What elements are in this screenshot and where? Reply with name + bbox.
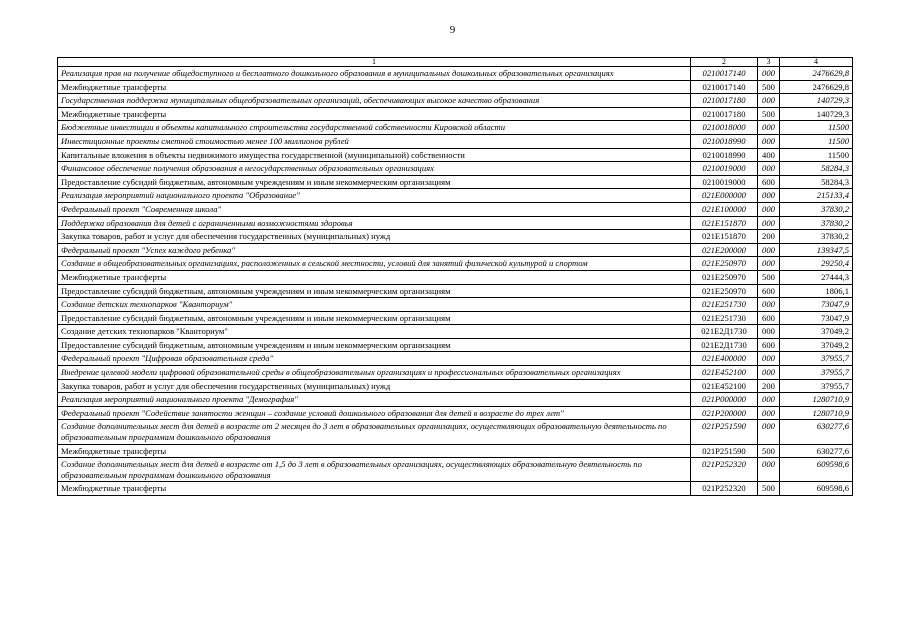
row-sum-cell: 73047,9 — [780, 298, 853, 312]
row-sum-cell: 1280710,9 — [780, 393, 853, 407]
row-name-cell: Реализация прав на получение общедоступного и бесплатного дошкольного образования в муниципальных дошкольных образовательных организациях — [58, 67, 691, 81]
table-row — [58, 444, 853, 458]
header-col-4: 4 — [780, 58, 853, 67]
row-name-cell: Межбюджетные трансферты — [58, 80, 691, 94]
row-type-cell: 000 — [758, 67, 780, 81]
row-name-cell: Межбюджетные трансферты — [58, 482, 691, 496]
row-code-cell: 021P252320 — [691, 458, 758, 482]
row-name-cell: Поддержка образования для детей с ограниченными возможностями здоровья — [58, 216, 691, 230]
table-row — [58, 420, 853, 444]
table-row — [58, 338, 853, 352]
row-code-cell: 021E000000 — [691, 189, 758, 203]
table-row — [58, 121, 853, 135]
table-row — [58, 352, 853, 366]
row-code-cell: 021P251590 — [691, 420, 758, 444]
row-sum-cell: 29250,4 — [780, 257, 853, 271]
table-row — [58, 243, 853, 257]
table-row — [58, 94, 853, 108]
table-row — [58, 202, 853, 216]
row-type-cell: 600 — [758, 311, 780, 325]
header-col-1: 1 — [58, 58, 691, 67]
row-name-cell: Государственная поддержка муниципальных общеобразовательных организаций, обеспечивающих высокое качество образования — [58, 94, 691, 108]
row-code-cell: 021P200000 — [691, 406, 758, 420]
row-type-cell: 500 — [758, 444, 780, 458]
row-code-cell: 021E251730 — [691, 298, 758, 312]
row-code-cell: 021E151870 — [691, 230, 758, 244]
table-row — [58, 482, 853, 496]
row-name-cell: Создание детских технопарков "Кванториум" — [58, 325, 691, 339]
row-type-cell: 000 — [758, 121, 780, 135]
row-type-cell: 500 — [758, 482, 780, 496]
header-col-2: 2 — [691, 58, 758, 67]
row-sum-cell: 37049,2 — [780, 338, 853, 352]
row-name-cell: Межбюджетные трансферты — [58, 444, 691, 458]
row-sum-cell: 37955,7 — [780, 379, 853, 393]
row-sum-cell: 609598,6 — [780, 458, 853, 482]
row-name-cell: Федеральный проект "Успех каждого ребенка" — [58, 243, 691, 257]
row-type-cell: 000 — [758, 458, 780, 482]
row-name-cell: Реализация мероприятий национального проекта "Образование" — [58, 189, 691, 203]
row-name-cell: Межбюджетные трансферты — [58, 107, 691, 121]
row-code-cell: 021E250970 — [691, 284, 758, 298]
row-code-cell: 021E250970 — [691, 257, 758, 271]
row-type-cell: 200 — [758, 230, 780, 244]
row-sum-cell: 609598,6 — [780, 482, 853, 496]
table-row — [58, 325, 853, 339]
row-sum-cell: 630277,6 — [780, 420, 853, 444]
table-row — [58, 270, 853, 284]
row-type-cell: 600 — [758, 284, 780, 298]
table-row — [58, 458, 853, 482]
table-row — [58, 379, 853, 393]
table-row — [58, 162, 853, 176]
table-row — [58, 311, 853, 325]
row-name-cell: Инвестиционные проекты сметной стоимостью менее 100 миллионов рублей — [58, 134, 691, 148]
row-code-cell: 021E2Д1730 — [691, 325, 758, 339]
row-code-cell: 021E200000 — [691, 243, 758, 257]
row-type-cell: 000 — [758, 366, 780, 380]
row-code-cell: 0210018000 — [691, 121, 758, 135]
table-row — [58, 406, 853, 420]
row-code-cell: 021E251730 — [691, 311, 758, 325]
row-code-cell: 0210018990 — [691, 148, 758, 162]
row-sum-cell: 37830,2 — [780, 202, 853, 216]
row-code-cell: 021P252320 — [691, 482, 758, 496]
row-sum-cell: 2476629,8 — [780, 67, 853, 81]
row-name-cell: Капитальные вложения в объекты недвижимого имущества государственной (муниципальной) собственности — [58, 148, 691, 162]
row-sum-cell: 58284,3 — [780, 175, 853, 189]
row-sum-cell: 139347,5 — [780, 243, 853, 257]
row-type-cell: 500 — [758, 80, 780, 94]
row-code-cell: 021E400000 — [691, 352, 758, 366]
table-row — [58, 366, 853, 380]
table-row — [58, 67, 853, 81]
row-code-cell: 0210019000 — [691, 162, 758, 176]
header-col-3: 3 — [758, 58, 780, 67]
table-row — [58, 189, 853, 203]
row-type-cell: 000 — [758, 189, 780, 203]
row-sum-cell: 58284,3 — [780, 162, 853, 176]
row-sum-cell: 2476629,8 — [780, 80, 853, 94]
row-sum-cell: 1806,1 — [780, 284, 853, 298]
row-name-cell: Бюджетные инвестиции в объекты капитального строительства государственной собственности Кировской области — [58, 121, 691, 135]
row-code-cell: 021E452100 — [691, 366, 758, 380]
row-type-cell: 500 — [758, 270, 780, 284]
row-name-cell: Предоставление субсидий бюджетным, автономным учреждениям и иным некоммерческим организациям — [58, 175, 691, 189]
row-sum-cell: 11500 — [780, 148, 853, 162]
row-code-cell: 021E151870 — [691, 216, 758, 230]
row-sum-cell: 630277,6 — [780, 444, 853, 458]
row-name-cell: Финансовое обеспечение получения образования в негосударственных образовательных организациях — [58, 162, 691, 176]
row-name-cell: Федеральный проект "Современная школа" — [58, 202, 691, 216]
table-row — [58, 216, 853, 230]
row-type-cell: 500 — [758, 107, 780, 121]
row-type-cell: 000 — [758, 298, 780, 312]
table-row — [58, 298, 853, 312]
row-sum-cell: 215133,4 — [780, 189, 853, 203]
row-name-cell: Предоставление субсидий бюджетным, автономным учреждениям и иным некоммерческим организациям — [58, 311, 691, 325]
row-sum-cell: 11500 — [780, 134, 853, 148]
row-type-cell: 000 — [758, 216, 780, 230]
row-type-cell: 400 — [758, 148, 780, 162]
row-type-cell: 000 — [758, 134, 780, 148]
row-sum-cell: 140729,3 — [780, 107, 853, 121]
row-type-cell: 000 — [758, 243, 780, 257]
table-header-row — [58, 58, 853, 67]
row-code-cell: 021P251590 — [691, 444, 758, 458]
row-name-cell: Федеральный проект "Цифровая образовательная среда" — [58, 352, 691, 366]
row-code-cell: 021E2Д1730 — [691, 338, 758, 352]
table-row — [58, 80, 853, 94]
row-type-cell: 600 — [758, 338, 780, 352]
row-name-cell: Создание детских технопарков "Кванториум" — [58, 298, 691, 312]
table-row — [58, 148, 853, 162]
row-type-cell: 000 — [758, 406, 780, 420]
row-type-cell: 000 — [758, 420, 780, 444]
row-sum-cell: 37955,7 — [780, 366, 853, 380]
row-sum-cell: 11500 — [780, 121, 853, 135]
page-number: 9 — [449, 24, 456, 36]
budget-table — [57, 57, 853, 496]
row-type-cell: 000 — [758, 393, 780, 407]
row-code-cell: 021P000000 — [691, 393, 758, 407]
row-type-cell: 000 — [758, 94, 780, 108]
table-row — [58, 175, 853, 189]
row-code-cell: 0210017180 — [691, 107, 758, 121]
row-code-cell: 0210018990 — [691, 134, 758, 148]
row-code-cell: 021E452100 — [691, 379, 758, 393]
row-name-cell: Закупка товаров, работ и услуг для обеспечения государственных (муниципальных) нужд — [58, 230, 691, 244]
row-name-cell: Межбюджетные трансферты — [58, 270, 691, 284]
table-row — [58, 284, 853, 298]
row-type-cell: 000 — [758, 257, 780, 271]
row-type-cell: 200 — [758, 379, 780, 393]
table-row — [58, 257, 853, 271]
table-row — [58, 107, 853, 121]
row-name-cell: Создание дополнительных мест для детей в возрасте от 1,5 до 3 лет в образовательных организациях, осуществляющих образовательную деятельность по образовательным программам дошкольного образования — [58, 458, 691, 482]
row-sum-cell: 27444,3 — [780, 270, 853, 284]
row-type-cell: 000 — [758, 352, 780, 366]
row-name-cell: Создание в общеобразовательных организациях, расположенных в сельской местности, условий для занятий физической культурой и спортом — [58, 257, 691, 271]
row-name-cell: Предоставление субсидий бюджетным, автономным учреждениям и иным некоммерческим организациям — [58, 338, 691, 352]
row-name-cell: Реализация мероприятий национального проекта "Демография" — [58, 393, 691, 407]
row-type-cell: 000 — [758, 202, 780, 216]
row-code-cell: 0210017180 — [691, 94, 758, 108]
row-name-cell: Предоставление субсидий бюджетным, автономным учреждениям и иным некоммерческим организациям — [58, 284, 691, 298]
row-type-cell: 000 — [758, 162, 780, 176]
row-code-cell: 021E100000 — [691, 202, 758, 216]
row-name-cell: Создание дополнительных мест для детей в возрасте от 2 месяцев до 3 лет в образовательных организациях, осуществляющих образовательную деятельность по образовательным программам дошкольного образования — [58, 420, 691, 444]
row-type-cell: 600 — [758, 175, 780, 189]
row-type-cell: 000 — [758, 325, 780, 339]
table-row — [58, 134, 853, 148]
row-sum-cell: 1280710,9 — [780, 406, 853, 420]
row-code-cell: 0210017140 — [691, 80, 758, 94]
row-code-cell: 0210017140 — [691, 67, 758, 81]
row-sum-cell: 37830,2 — [780, 216, 853, 230]
table-body — [58, 67, 853, 496]
row-name-cell: Федеральный проект "Содействие занятости женщин – создание условий дошкольного образования для детей в возрасте до трех лет" — [58, 406, 691, 420]
row-name-cell: Внедрение целевой модели цифровой образовательной среды в общеобразовательных организациях и профессиональных образовательных организациях — [58, 366, 691, 380]
table-row — [58, 230, 853, 244]
row-sum-cell: 37049,2 — [780, 325, 853, 339]
row-sum-cell: 37830,2 — [780, 230, 853, 244]
row-sum-cell: 140729,3 — [780, 94, 853, 108]
row-code-cell: 021E250970 — [691, 270, 758, 284]
row-sum-cell: 37955,7 — [780, 352, 853, 366]
row-code-cell: 0210019000 — [691, 175, 758, 189]
table-row — [58, 393, 853, 407]
row-name-cell: Закупка товаров, работ и услуг для обеспечения государственных (муниципальных) нужд — [58, 379, 691, 393]
row-sum-cell: 73047,9 — [780, 311, 853, 325]
